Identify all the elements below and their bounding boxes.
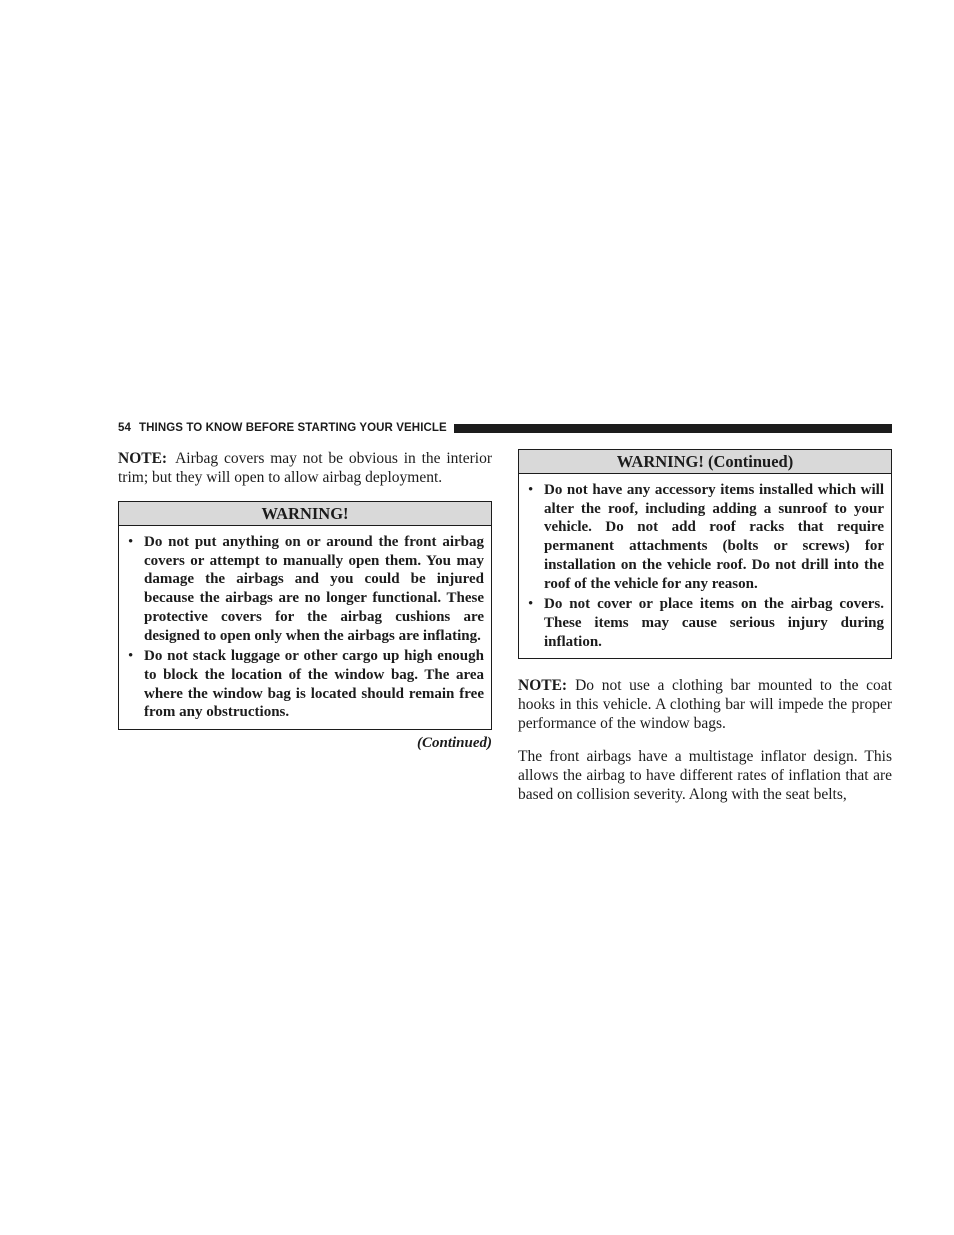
note-label: NOTE: (118, 450, 168, 467)
warning-continued-box (518, 449, 892, 659)
warning-item-text: Do not put anything on or around the front airbag covers or attempt to manually open them. You may damage the airbags and you could be injured because the airbags are no longer functional. These protective covers for the airbag cushions are designed to open only when the airbags are inflating. (144, 534, 484, 644)
body-paragraph: The front airbags have a multistage inflator design. This allows the airbag to have different rates of inflation that are based on collision severity. Along with the seat belts, (518, 748, 892, 804)
warning-list (119, 526, 491, 729)
warning-item (527, 481, 884, 593)
warning-title: WARNING! (119, 502, 491, 526)
warning-item (127, 533, 484, 645)
header-rule (454, 424, 892, 433)
warning-item-text: Do not have any accessory items installed which will alter the roof, including adding a sunroof to your vehicle. Do not add roof racks that require permanent attachments (bolts or screws) for installation on the vehicle roof. Do not drill into the roof of the vehicle for any reason. (544, 482, 884, 592)
warning-box (118, 501, 492, 730)
warning-item-text: Do not stack luggage or other cargo up high enough to block the location of the window bag. The area where the window bag is located should remain free from any obstructions. (144, 648, 484, 721)
note-label: NOTE: (518, 677, 568, 695)
section-title: THINGS TO KNOW BEFORE STARTING YOUR VEHICLE (139, 422, 447, 434)
continued-label: (Continued) (416, 735, 492, 752)
right-column (518, 449, 892, 818)
note-paragraph (518, 676, 892, 733)
running-header (118, 419, 892, 437)
warning-continued-title: WARNING! (Continued) (519, 450, 891, 474)
bullet-icon: • (128, 534, 134, 550)
warning-item (527, 595, 884, 651)
note-paragraph (118, 449, 492, 487)
bullet-icon: • (128, 648, 134, 665)
warning-item (127, 647, 484, 722)
page-number: 54 (118, 422, 131, 434)
bullet-icon: • (528, 482, 534, 498)
note-text: Airbag covers may not be obvious in the interior trim; but they will open to allow airbag deployment. (118, 450, 492, 486)
warning-list (519, 474, 891, 658)
note-text: Do not use a clothing bar mounted to the coat hooks in this vehicle. A clothing bar will impede the proper performance of the window bags. (518, 677, 892, 733)
bullet-icon: • (528, 596, 534, 613)
warning-item-text: Do not cover or place items on the airbag covers. These items may cause serious injury during inflation. (544, 596, 884, 650)
left-column (118, 449, 492, 752)
